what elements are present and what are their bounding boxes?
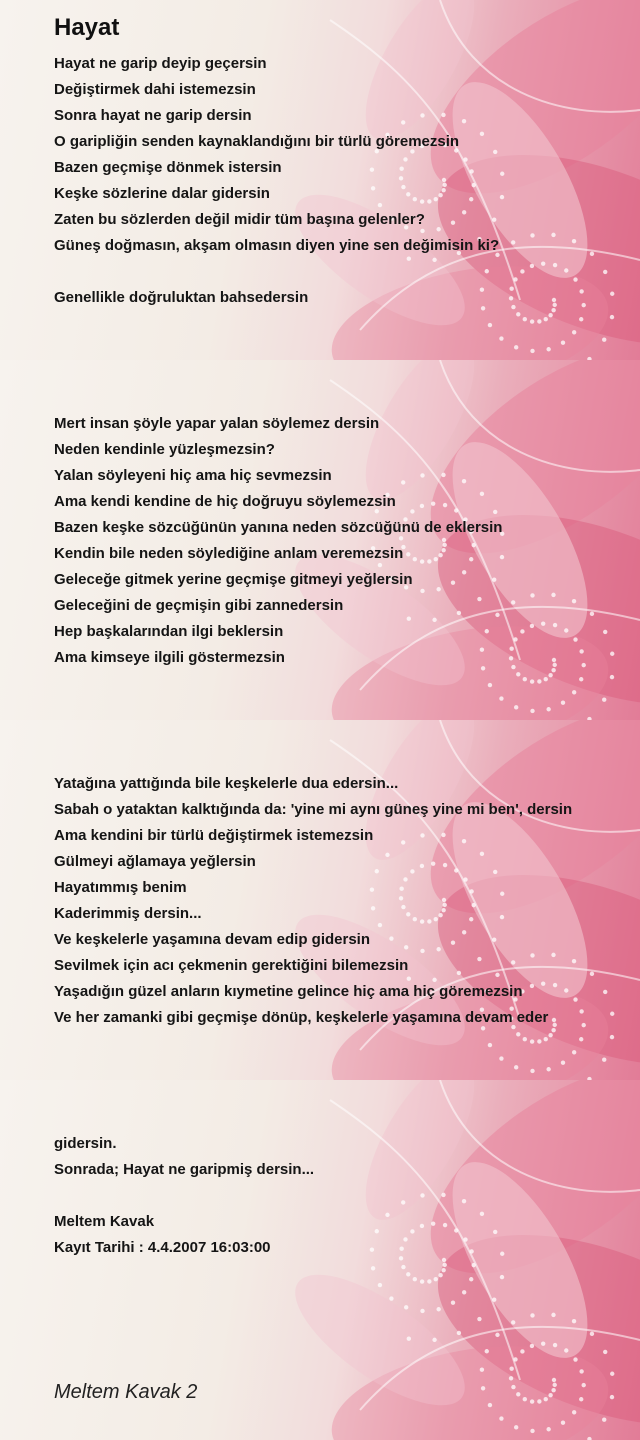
- poem-line: Bazen geçmişe dönmek istersin: [54, 159, 282, 176]
- poem-line: Hayat ne garip deyip geçersin: [54, 55, 267, 72]
- poem-line: Gülmeyi ağlamaya yeğlersin: [54, 853, 256, 870]
- stanza-3: [54, 771, 572, 1031]
- poem-line: Sonra hayat ne garip dersin: [54, 107, 252, 124]
- poem-line: Yatağına yattığında bile keşkelerle dua edersin...: [54, 775, 399, 792]
- poem-line: [54, 1183, 314, 1209]
- poem-line: Neden kendinle yüzleşmezsin?: [54, 441, 275, 458]
- signature: Meltem Kavak 2: [54, 1381, 198, 1403]
- poem-line: Ama kimseye ilgili göstermezsin: [54, 649, 285, 666]
- record-date: Kayıt Tarihi : 4.4.2007 16:03:00: [54, 1239, 271, 1256]
- poem-line: Ama kendi kendine de hiç doğruyu söylemezsin: [54, 493, 396, 510]
- poem-line: Keşke sözlerine dalar gidersin: [54, 185, 270, 202]
- poem-line: Değiştirmek dahi istemezsin: [54, 81, 256, 98]
- poem-line: Genellikle doğruluktan bahsedersin: [54, 289, 309, 306]
- poem-line: Hep başkalarından ilgi beklersin: [54, 623, 284, 640]
- poem-line: Kendin bile neden söylediğine anlam veremezsin: [54, 545, 404, 562]
- poem-line: gidersin.: [54, 1135, 117, 1152]
- poem-line: Bazen keşke sözcüğünün yanına neden sözcüğünü de eklersin: [54, 519, 503, 536]
- poem-line: Hayatımmış benim: [54, 879, 187, 896]
- poem-line: Ama kendini bir türlü değiştirmek istemezsin: [54, 827, 374, 844]
- poem-line: Ve keşkelerle yaşamına devam edip gidersin: [54, 931, 371, 948]
- poem-line: Kaderimmiş dersin...: [54, 905, 202, 922]
- poem-line: [54, 259, 499, 285]
- author-name: Meltem Kavak: [54, 1213, 155, 1230]
- poem-line: O garipliğin senden kaynaklandığını bir türlü göremezsin: [54, 133, 460, 150]
- poem-line: Sevilmek için acı çekmenin gerektiğini bilemezsin: [54, 957, 409, 974]
- poem-line: Güneş doğmasın, akşam olmasın diyen yine sen değimisin ki?: [54, 237, 500, 254]
- stanza-2: [54, 411, 502, 671]
- poem-line: Sonrada; Hayat ne garipmiş dersin...: [54, 1161, 315, 1178]
- poem-line: Zaten bu sözlerden değil midir tüm başına gelenler?: [54, 211, 425, 228]
- stanza-1: [54, 51, 499, 311]
- poem-title: Hayat: [54, 14, 120, 41]
- stanza-4: [54, 1131, 314, 1261]
- poem-line: Ve her zamanki gibi geçmişe dönüp, keşkelerle yaşamına devam eder: [54, 1009, 549, 1026]
- poem-line: Mert insan şöyle yapar yalan söylemez dersin: [54, 415, 380, 432]
- poem-line: Geleceğini de geçmişin gibi zannedersin: [54, 597, 344, 614]
- poem-line: Sabah o yataktan kalktığında da: 'yine mi aynı güneş yine mi ben', dersin: [54, 801, 573, 818]
- poem-line: Yaşadığın güzel anların kıymetine gelince hiç ama hiç göremezsin: [54, 983, 523, 1000]
- poem-line: Geleceğe gitmek yerine geçmişe gitmeyi yeğlersin: [54, 571, 413, 588]
- poem-line: Yalan söyleyeni hiç ama hiç sevmezsin: [54, 467, 332, 484]
